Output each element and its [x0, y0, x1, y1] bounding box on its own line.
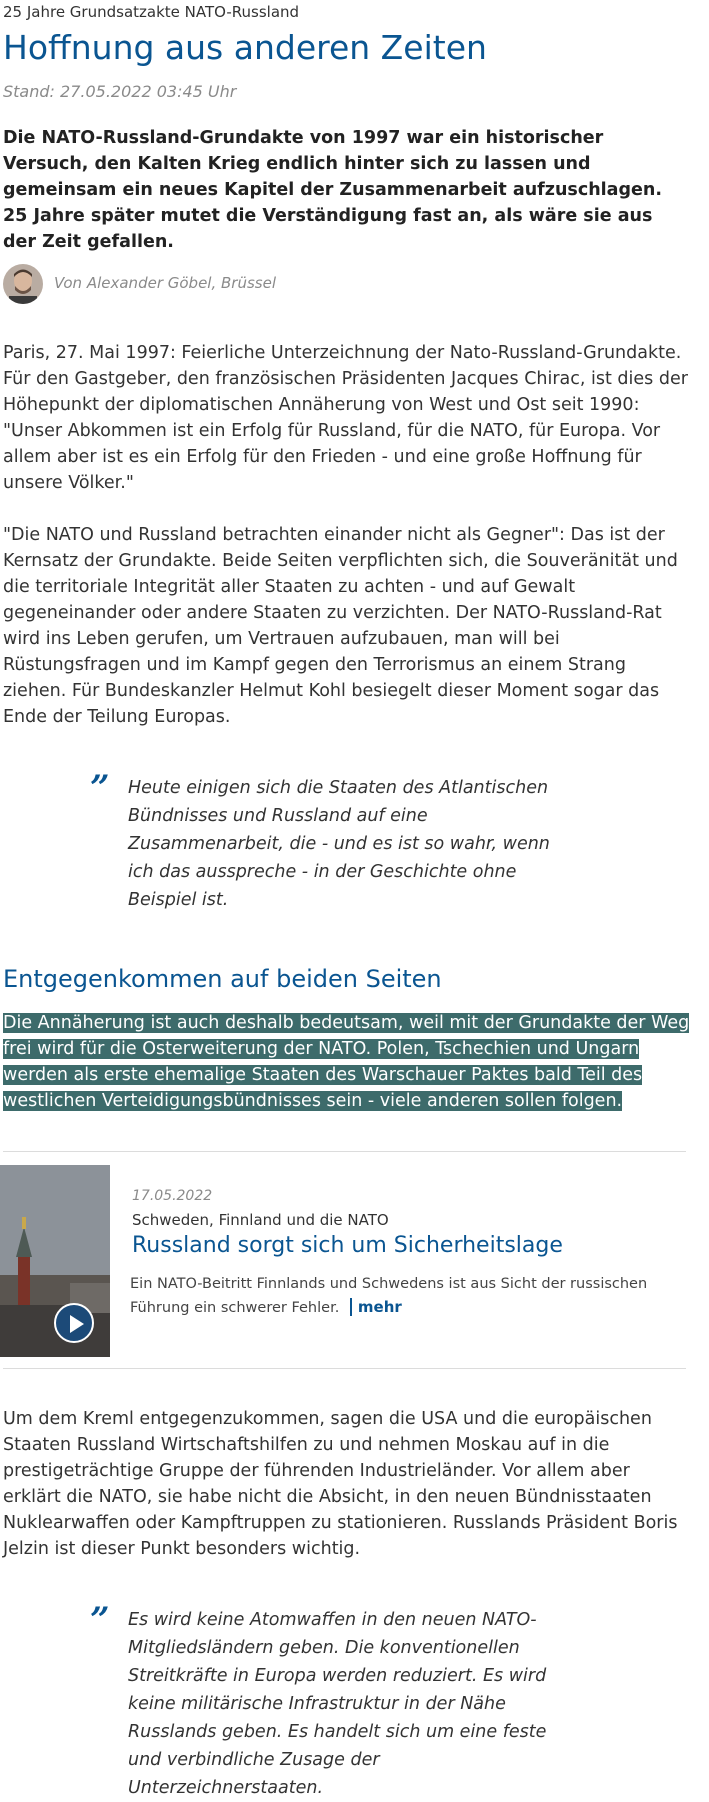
topline: 25 Jahre Grundsatzakte NATO-Russland: [3, 3, 300, 21]
teaser-thumbnail[interactable]: [0, 1165, 110, 1357]
page-title: Hoffnung aus anderen Zeiten: [3, 28, 487, 67]
publish-date: Stand: 27.05.2022 03:45 Uhr: [3, 82, 237, 101]
teaser-description: [130, 1273, 650, 1320]
section-heading: Entgegenkommen auf beiden Seiten: [3, 965, 442, 993]
article-paragraph: "Die NATO und Russland betrachten einander nicht als Gegner": Das ist der Kernsatz der Grundakte. Beide Seiten verpflichten sich, die Souveränität und die territoriale Integrität aller Staaten zu achten - und auf Gewalt gegeneinander oder andere Staaten zu verzichten. Der NATO-Russland-Rat wird ins Leben gerufen, um Vertrauen aufzubauen, man will bei Rüstungsfragen und im Kampf gegen den Terrorismus an einem Strang ziehen. Für Bundeskanzler Helmut Kohl besiegelt dieser Moment sogar das Ende der Teilung Europas.: [3, 525, 678, 727]
article-lead: Die NATO-Russland-Grundakte von 1997 war ein historischer Versuch, den Kalten Krieg endlich hinter sich zu lassen und gemeinsam ein neues Kapitel der Zusammenarbeit aufzuschlagen. 25 Jahre später mutet die Verständigung fast an, als wäre sie aus der Zeit gefallen.: [3, 128, 662, 252]
article-paragraph: Paris, 27. Mai 1997: Feierliche Unterzeichnung der Nato-Russland-Grundakte. Für den Gastgeber, den französischen Präsidenten Jacques Chirac, ist dies der Höhepunkt der diplomatischen Annäherung von West und Ost seit 1990: "Unser Abkommen ist ein Erfolg für Russland, für die NATO, für Europa. Vor allem aber ist es ein Erfolg für den Frieden - und eine große Hoffnung für unsere Völker.": [3, 343, 688, 493]
article-paragraph-selected: [3, 1010, 693, 1114]
quote-mark-icon: ”: [90, 768, 110, 808]
teaser-title-link[interactable]: Russland sorgt sich um Sicherheitslage: [132, 1233, 563, 1258]
more-link[interactable]: mehr: [350, 1298, 402, 1316]
play-icon[interactable]: [54, 1303, 94, 1343]
quote-text: Heute einigen sich die Staaten des Atlantischen Bündnisses und Russland auf eine Zusammenarbeit, die - und es ist so wahr, wenn ich das ausspreche - in der Geschichte ohne Beispiel ist.: [128, 778, 550, 910]
teaser-description-text: Ein NATO-Beitritt Finnlands und Schwedens ist aus Sicht der russischen Führung ein schwerer Fehler.: [130, 1276, 648, 1316]
quote-mark-icon: ”: [90, 1600, 110, 1640]
teaser-kicker: Schweden, Finnland und die NATO: [132, 1211, 389, 1229]
author-avatar: [3, 264, 43, 304]
related-teaser[interactable]: [0, 1165, 686, 1357]
author-info: [3, 264, 403, 304]
divider: [3, 1151, 686, 1152]
selected-text: Die Annäherung ist auch deshalb bedeutsam, weil mit der Grundakte der Weg frei wird für die Osterweiterung der NATO. Polen, Tschechien und Ungarn werden als erste ehemalige Staaten des Warschauer Paktes bald Teil des westlichen Verteidigungsbündnisses sein - viele anderen sollen folgen.: [3, 1013, 690, 1111]
quote-text: Es wird keine Atomwaffen in den neuen NATO-Mitgliedsländern geben. Die konventionellen Streitkräfte in Europa werden reduziert. Es wird keine militärische Infrastruktur in der Nähe Russlands geben. Es handelt sich um eine feste und verbindliche Zusage der Unterzeichnerstaaten.: [128, 1610, 547, 1798]
article-paragraph: Um dem Kreml entgegenzukommen, sagen die USA und die europäischen Staaten Russland Wirtschaftshilfen zu und nehmen Moskau auf in die prestigeträchtige Gruppe der führenden Industrieländer. Vor allem aber erklärt die NATO, sie habe nicht die Absicht, in den neuen Bündnisstaaten Nuklearwaffen oder Kampftruppen zu stationieren. Russlands Präsident Boris Jelzin ist dieser Punkt besonders wichtig.: [3, 1409, 678, 1559]
author-byline: Von Alexander Göbel, Brüssel: [54, 274, 276, 292]
teaser-date: 17.05.2022: [132, 1188, 213, 1204]
divider: [3, 1368, 686, 1369]
